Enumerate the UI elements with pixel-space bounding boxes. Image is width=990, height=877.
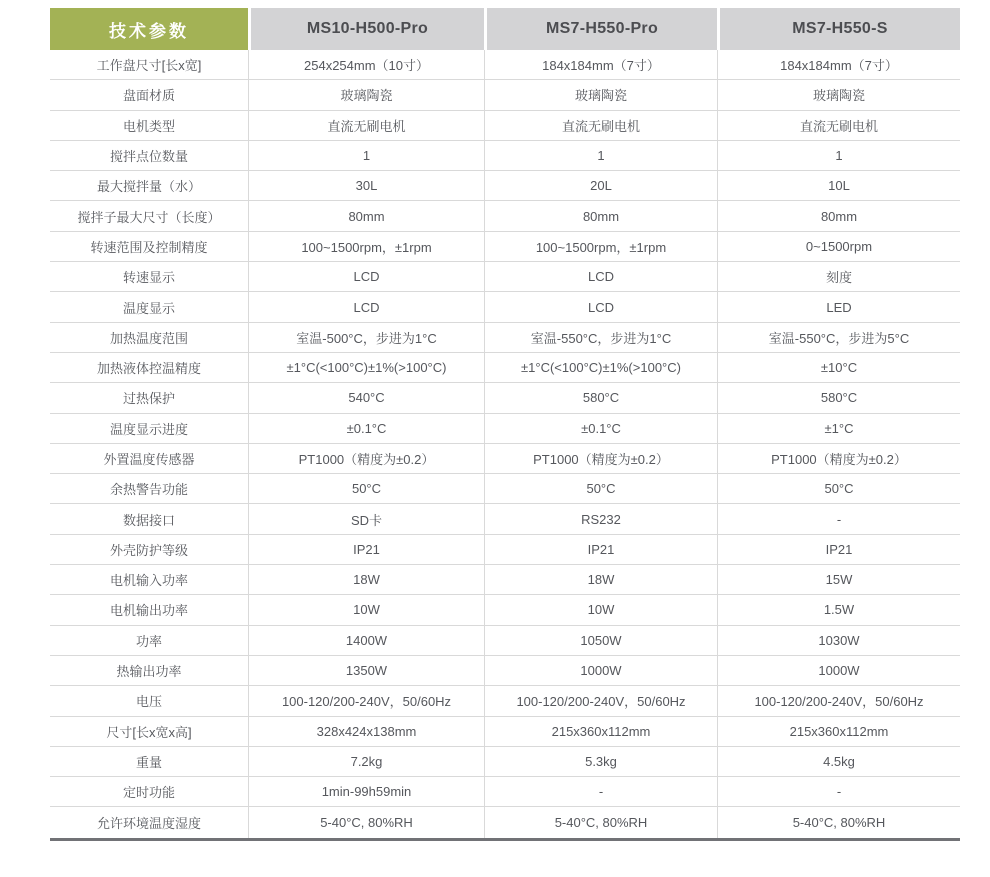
spec-label: 定时功能 <box>50 777 248 807</box>
table-row <box>50 686 960 716</box>
spec-value: 1.5W <box>717 595 960 625</box>
spec-value: 100~1500rpm，±1rpm <box>248 232 484 262</box>
spec-label: 温度显示进度 <box>50 414 248 444</box>
spec-label: 电压 <box>50 686 248 716</box>
table-row <box>50 595 960 625</box>
spec-table <box>50 8 960 841</box>
spec-value: 30L <box>248 171 484 201</box>
spec-label: 电机类型 <box>50 111 248 141</box>
spec-value: 室温-500°C，步进为1°C <box>248 323 484 353</box>
spec-value: 玻璃陶瓷 <box>717 80 960 110</box>
spec-label: 外置温度传感器 <box>50 444 248 474</box>
spec-value: 215x360x112mm <box>717 717 960 747</box>
spec-value: 540°C <box>248 383 484 413</box>
spec-label: 重量 <box>50 747 248 777</box>
spec-value: 玻璃陶瓷 <box>484 80 717 110</box>
spec-value: PT1000（精度为±0.2） <box>717 444 960 474</box>
table-row <box>50 80 960 110</box>
spec-value: - <box>717 777 960 807</box>
spec-value: 1050W <box>484 626 717 656</box>
spec-value: 184x184mm（7寸） <box>717 50 960 80</box>
table-row <box>50 141 960 171</box>
spec-value: 328x424x138mm <box>248 717 484 747</box>
table-row <box>50 171 960 201</box>
spec-value: 7.2kg <box>248 747 484 777</box>
spec-value: LCD <box>248 292 484 322</box>
spec-value: 184x184mm（7寸） <box>484 50 717 80</box>
spec-label: 过热保护 <box>50 383 248 413</box>
table-row <box>50 50 960 80</box>
spec-label: 搅拌点位数量 <box>50 141 248 171</box>
table-row <box>50 353 960 383</box>
table-row <box>50 383 960 413</box>
spec-value: 100-120/200-240V，50/60Hz <box>248 686 484 716</box>
spec-table-body <box>50 50 960 838</box>
spec-value: 580°C <box>484 383 717 413</box>
spec-value: 10W <box>484 595 717 625</box>
spec-value: LCD <box>484 292 717 322</box>
spec-value: LCD <box>248 262 484 292</box>
spec-value: 18W <box>248 565 484 595</box>
spec-value: 580°C <box>717 383 960 413</box>
table-row <box>50 323 960 353</box>
spec-value: 10L <box>717 171 960 201</box>
table-row <box>50 232 960 262</box>
spec-label: 加热温度范围 <box>50 323 248 353</box>
spec-value: 刻度 <box>717 262 960 292</box>
spec-value: - <box>717 504 960 534</box>
header-row <box>50 8 960 50</box>
table-row <box>50 292 960 322</box>
spec-value: 100-120/200-240V，50/60Hz <box>484 686 717 716</box>
table-row <box>50 747 960 777</box>
spec-label: 电机输入功率 <box>50 565 248 595</box>
table-row <box>50 656 960 686</box>
spec-value: 5-40°C, 80%RH <box>484 807 717 837</box>
spec-value: 10W <box>248 595 484 625</box>
table-row <box>50 565 960 595</box>
spec-label: 转速范围及控制精度 <box>50 232 248 262</box>
spec-value: 215x360x112mm <box>484 717 717 747</box>
spec-value: 1000W <box>717 656 960 686</box>
spec-value: 20L <box>484 171 717 201</box>
table-row <box>50 201 960 231</box>
spec-value: 室温-550°C，步进为1°C <box>484 323 717 353</box>
spec-value: IP21 <box>248 535 484 565</box>
spec-label: 加热液体控温精度 <box>50 353 248 383</box>
spec-value: 直流无刷电机 <box>717 111 960 141</box>
spec-value: 80mm <box>484 201 717 231</box>
spec-label: 搅拌子最大尺寸（长度） <box>50 201 248 231</box>
column-header-model-2: MS7-H550-Pro <box>484 8 717 50</box>
spec-value: 1030W <box>717 626 960 656</box>
spec-value: IP21 <box>717 535 960 565</box>
spec-value: IP21 <box>484 535 717 565</box>
spec-value: 1350W <box>248 656 484 686</box>
column-header-model-3: MS7-H550-S <box>717 8 960 50</box>
table-row <box>50 111 960 141</box>
spec-value: LED <box>717 292 960 322</box>
spec-label: 转速显示 <box>50 262 248 292</box>
spec-label: 温度显示 <box>50 292 248 322</box>
spec-value: 直流无刷电机 <box>248 111 484 141</box>
table-row <box>50 474 960 504</box>
spec-value: 5-40°C, 80%RH <box>717 807 960 837</box>
table-row <box>50 717 960 747</box>
spec-value: 5.3kg <box>484 747 717 777</box>
spec-value: ±10°C <box>717 353 960 383</box>
spec-value: 1min-99h59min <box>248 777 484 807</box>
table-row <box>50 807 960 837</box>
spec-value: RS232 <box>484 504 717 534</box>
spec-label: 允许环境温度湿度 <box>96 816 201 832</box>
spec-value: 玻璃陶瓷 <box>248 80 484 110</box>
column-header-model-1: MS10-H500-Pro <box>248 8 484 50</box>
spec-value: PT1000（精度为±0.2） <box>484 444 717 474</box>
spec-value: SD卡 <box>248 504 484 534</box>
spec-value: 80mm <box>717 201 960 231</box>
spec-value: - <box>484 777 717 807</box>
spec-label: 余热警告功能 <box>50 474 248 504</box>
spec-value: 1 <box>248 141 484 171</box>
table-title-cell: 技术参数 <box>50 8 248 50</box>
table-row <box>50 504 960 534</box>
spec-value: 100~1500rpm，±1rpm <box>484 232 717 262</box>
spec-value: 50°C <box>248 474 484 504</box>
spec-value: 直流无刷电机 <box>484 111 717 141</box>
spec-value: ±0.1°C <box>484 414 717 444</box>
spec-label: 功率 <box>50 626 248 656</box>
spec-label: 盘面材质 <box>50 80 248 110</box>
spec-value: ±1°C <box>717 414 960 444</box>
spec-value: 1 <box>717 141 960 171</box>
table-row <box>50 777 960 807</box>
spec-value: ±1°C(<100°C)±1%(>100°C) <box>248 353 484 383</box>
spec-value: 0~1500rpm <box>717 232 960 262</box>
spec-value: 50°C <box>717 474 960 504</box>
spec-value: 4.5kg <box>717 747 960 777</box>
spec-value: 80mm <box>248 201 484 231</box>
spec-value: 50°C <box>484 474 717 504</box>
spec-value: 254x254mm（10寸） <box>248 50 484 80</box>
spec-value: 15W <box>717 565 960 595</box>
spec-label: 数据接口 <box>50 504 248 534</box>
spec-value: ±0.1°C <box>248 414 484 444</box>
spec-label: 尺寸[长x宽x高] <box>50 717 248 747</box>
spec-label: 最大搅拌量（水） <box>50 171 248 201</box>
spec-value: 1000W <box>484 656 717 686</box>
table-row <box>50 262 960 292</box>
table-row <box>50 535 960 565</box>
spec-label: 工作盘尺寸[长x宽] <box>50 50 248 80</box>
spec-value: 室温-550°C，步进为5°C <box>717 323 960 353</box>
spec-value: 18W <box>484 565 717 595</box>
spec-value: 5-40°C, 80%RH <box>248 807 484 837</box>
spec-label: 外壳防护等级 <box>50 535 248 565</box>
spec-value: 1400W <box>248 626 484 656</box>
table-row <box>50 414 960 444</box>
spec-label: 热输出功率 <box>50 656 248 686</box>
table-row <box>50 626 960 656</box>
spec-value: LCD <box>484 262 717 292</box>
table-row <box>50 444 960 474</box>
spec-value: PT1000（精度为±0.2） <box>248 444 484 474</box>
spec-value: 1 <box>484 141 717 171</box>
spec-label: 电机输出功率 <box>50 595 248 625</box>
spec-value: 100-120/200-240V，50/60Hz <box>717 686 960 716</box>
spec-value: ±1°C(<100°C)±1%(>100°C) <box>484 353 717 383</box>
